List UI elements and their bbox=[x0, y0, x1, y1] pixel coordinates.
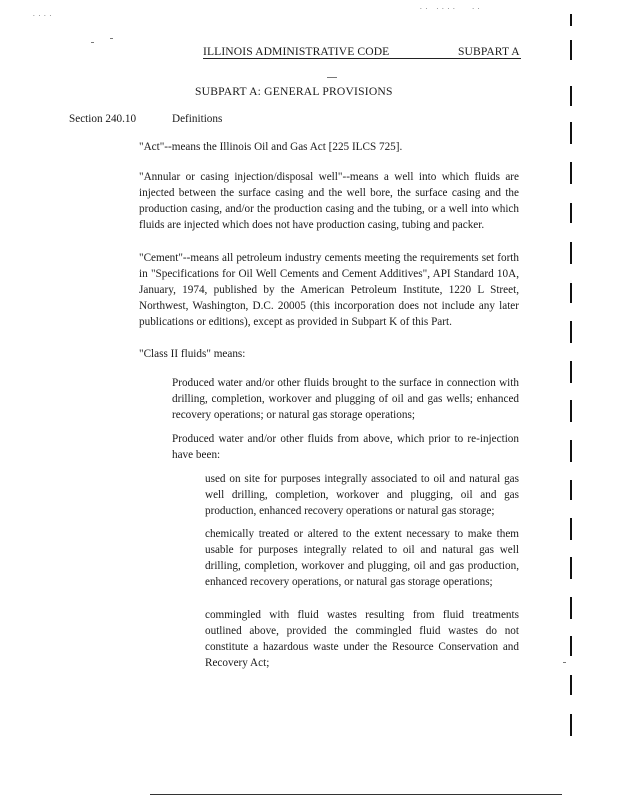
revision-bar bbox=[570, 40, 572, 60]
definition-act: "Act"--means the Illinois Oil and Gas Act [225 ILCS 725]. bbox=[139, 141, 403, 153]
revision-bar bbox=[570, 675, 572, 695]
sub-list-item: used on site for purposes integrally associated to oil and natural gas well drilling, completion, workover and plugging, oil and gas production, enhanced recovery operations or natural gas storage; bbox=[205, 473, 519, 517]
revision-bar bbox=[570, 557, 572, 579]
scan-speck bbox=[91, 42, 94, 43]
footer-rule bbox=[150, 794, 562, 795]
scan-artifact-left: . . . . bbox=[33, 10, 53, 18]
revision-bar bbox=[570, 636, 572, 656]
revision-bar bbox=[570, 321, 572, 343]
revision-bar bbox=[570, 400, 572, 422]
section-number: Section 240.10 bbox=[69, 113, 137, 125]
section-title: Definitions bbox=[172, 113, 223, 125]
header-underline bbox=[203, 58, 521, 59]
header-subpart: SUBPART A bbox=[458, 45, 520, 58]
revision-bar bbox=[570, 162, 572, 184]
header-title: ILLINOIS ADMINISTRATIVE CODE bbox=[203, 45, 390, 58]
revision-bar bbox=[570, 714, 572, 736]
revision-bar bbox=[570, 242, 572, 264]
scan-artifact-right: . . . . . . . . bbox=[420, 3, 481, 11]
revision-bar bbox=[570, 440, 572, 462]
scan-speck bbox=[327, 77, 337, 78]
definition-cement: "Cement"--means all petroleum industry cements meeting the requirements set forth in "Specifications for Oil Well Cements and Cement Additives", API Standard 10A, January, 1974, published by the American Petroleum Institute, 1220 L Street, Northwest, Washington, D.C. 20005 (this incorporation does not include any later publications or editions), except as provided in Subpart K of this Part. bbox=[139, 252, 519, 328]
subpart-heading: SUBPART A: GENERAL PROVISIONS bbox=[195, 85, 393, 98]
revision-bar bbox=[570, 518, 572, 540]
sub-list-item: chemically treated or altered to the extent necessary to make them usable for purposes integrally related to oil and natural gas well drilling, completion, workover and plugging, oil and gas production, enhanced recovery operations, or natural gas storage operations; bbox=[205, 528, 519, 588]
revision-bar bbox=[570, 597, 572, 619]
scan-speck bbox=[110, 38, 113, 39]
revision-bar bbox=[570, 203, 572, 223]
definition-annular: "Annular or casing injection/disposal well"--means a well into which fluids are injected between the surface casing and the well bore, the surface casing and the production casing, and/or the production casing and the tubing, or a well into which fluids are injected which does not have production casing, tubing and packer. bbox=[139, 171, 519, 231]
definition-class-ii-fluids: "Class II fluids" means: bbox=[139, 348, 246, 360]
list-item: Produced water and/or other fluids from above, which prior to re-injection have been: bbox=[172, 433, 519, 461]
sub-list-item: commingled with fluid wastes resulting from fluid treatments outlined above, provided the commingled fluid wastes do not constitute a hazardous waste under the Resource Conservation and Recovery Act; bbox=[205, 609, 519, 669]
scan-speck bbox=[563, 662, 566, 663]
revision-bar bbox=[570, 14, 572, 26]
revision-bar bbox=[570, 283, 572, 303]
revision-bar bbox=[570, 122, 572, 144]
revision-bar bbox=[570, 361, 572, 383]
revision-bar bbox=[570, 480, 572, 500]
revision-bar bbox=[570, 86, 572, 106]
list-item: Produced water and/or other fluids brought to the surface in connection with drilling, completion, workover and plugging of oil and gas wells; enhanced recovery operations; or natural gas storage operations; bbox=[172, 377, 519, 421]
